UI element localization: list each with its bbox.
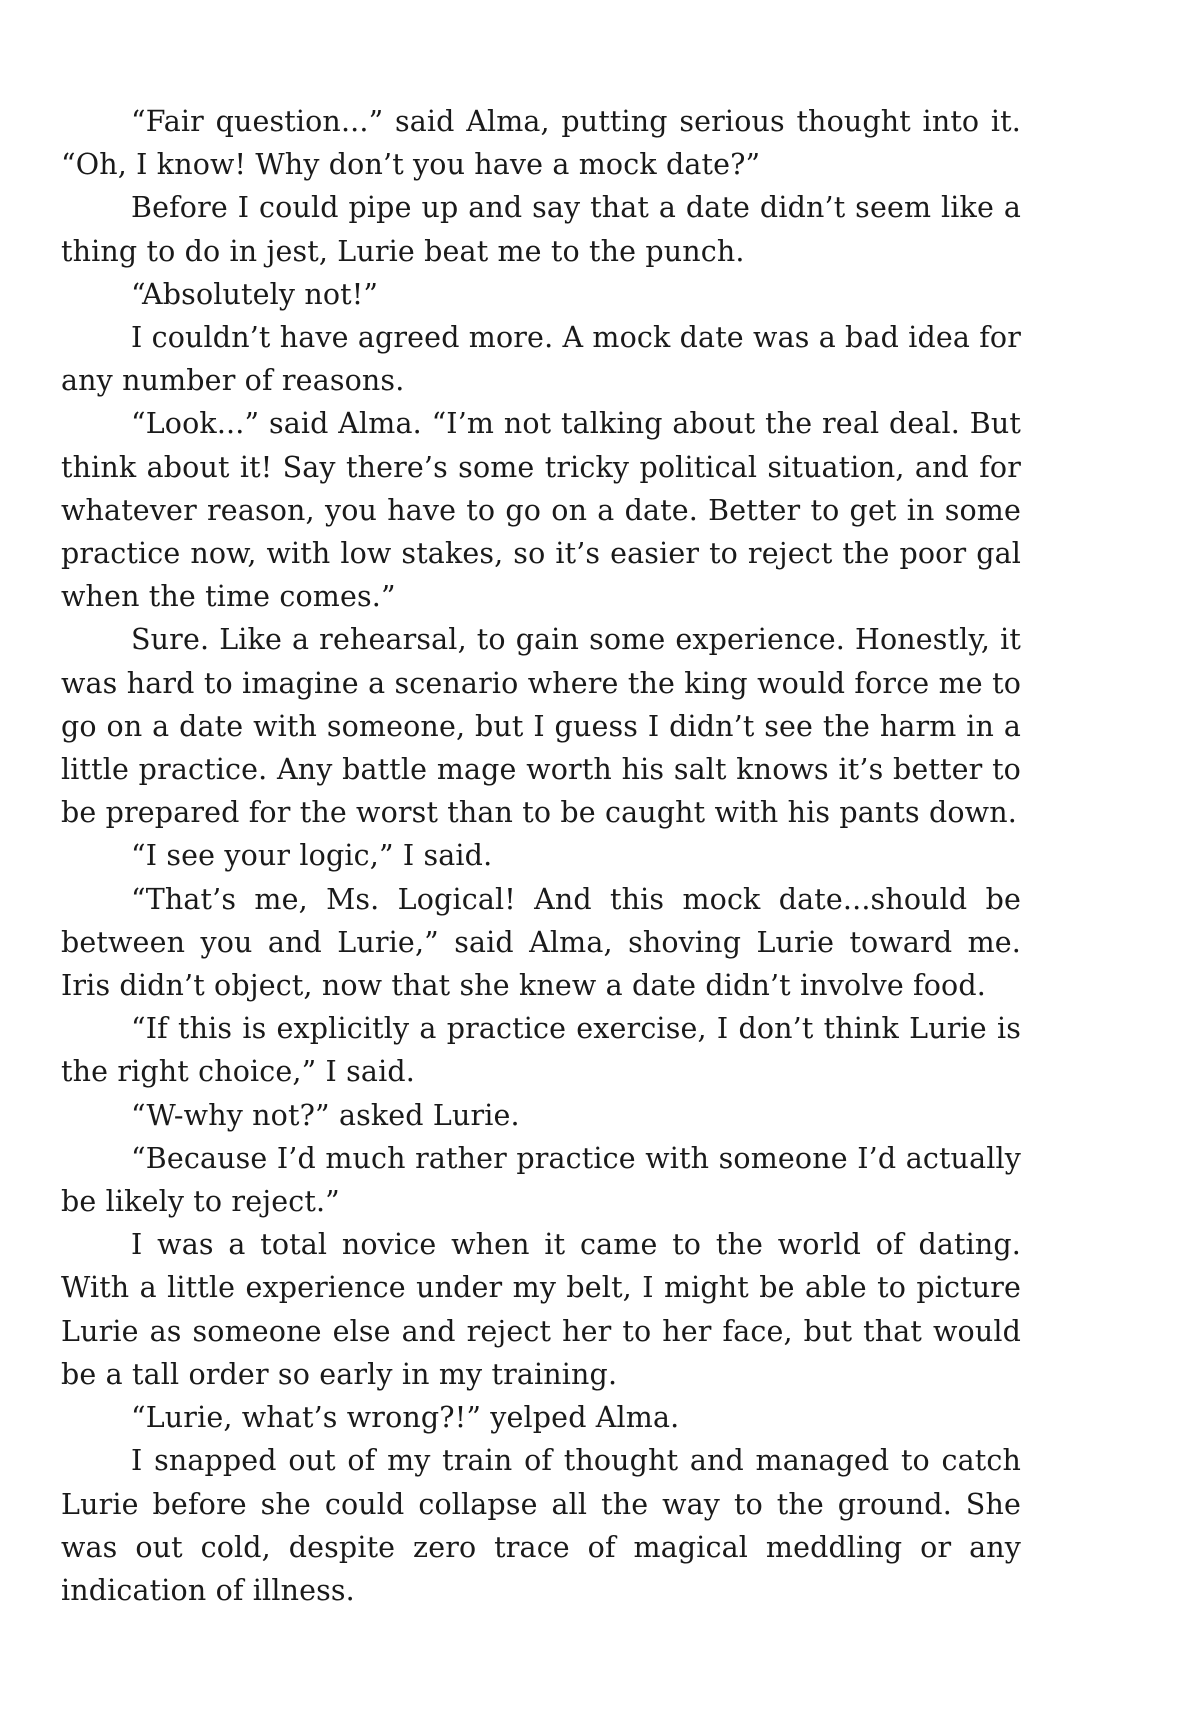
paragraph-2: Before I could pipe up and say that a date didn’t seem like a thing to do in jest, Lurie beat me to the punch. <box>61 191 1021 268</box>
paragraph-6: Sure. Like a rehearsal, to gain some experience. Honestly, it was hard to imagine a scenario where the king would force me to go on a date with someone, but I guess I didn’t see the harm in a little practice. Any battle mage worth his salt knows it’s better to be prepared for the worst than to be caught with his pants down. <box>61 623 1021 830</box>
paragraph-5: “Look...” said Alma. “I’m not talking about the real deal. But think about it! Say there’s some tricky political situation, and for whatever reason, you have to go on a date. Better to get in some practice now, with low stakes, so it’s easier to reject the poor gal when the time comes.” <box>61 407 1021 614</box>
paragraph-13: “Lurie, what’s wrong?!” yelped Alma. <box>131 1401 680 1435</box>
paragraph-12: I was a total novice when it came to the world of dating. With a little experience under my belt, I might be able to picture Lurie as someone else and reject her to her face, but that would be a tall order so early in my training. <box>61 1228 1021 1391</box>
paragraph-9: “If this is explicitly a practice exercise, I don’t think Lurie is the right choice,” I said. <box>61 1012 1021 1089</box>
paragraph-7: “I see your logic,” I said. <box>131 839 493 873</box>
paragraph-4: I couldn’t have agreed more. A mock date was a bad idea for any number of reasons. <box>61 321 1021 398</box>
paragraph-11: “Because I’d much rather practice with someone I’d actually be likely to reject.” <box>61 1141 1021 1219</box>
paragraph-14: I snapped out of my train of thought and managed to catch Lurie before she could collapse all the way to the ground. She was out cold, despite zero trace of magical meddling or any indication of illness. <box>61 1444 1021 1607</box>
paragraph-1: “Fair question...” said Alma, putting serious thought into it. “Oh, I know! Why don’t you have a mock date?” <box>61 105 1021 182</box>
paragraph-3: “Absolutely not!” <box>131 277 379 311</box>
book-page <box>61 100 1021 1612</box>
paragraph-8: “That’s me, Ms. Logical! And this mock date...should be between you and Lurie,” said Alma, shoving Lurie toward me. Iris didn’t object, now that she knew a date didn’t involve food. <box>61 882 1021 1003</box>
paragraph-10: “W-why not?” asked Lurie. <box>131 1098 520 1132</box>
